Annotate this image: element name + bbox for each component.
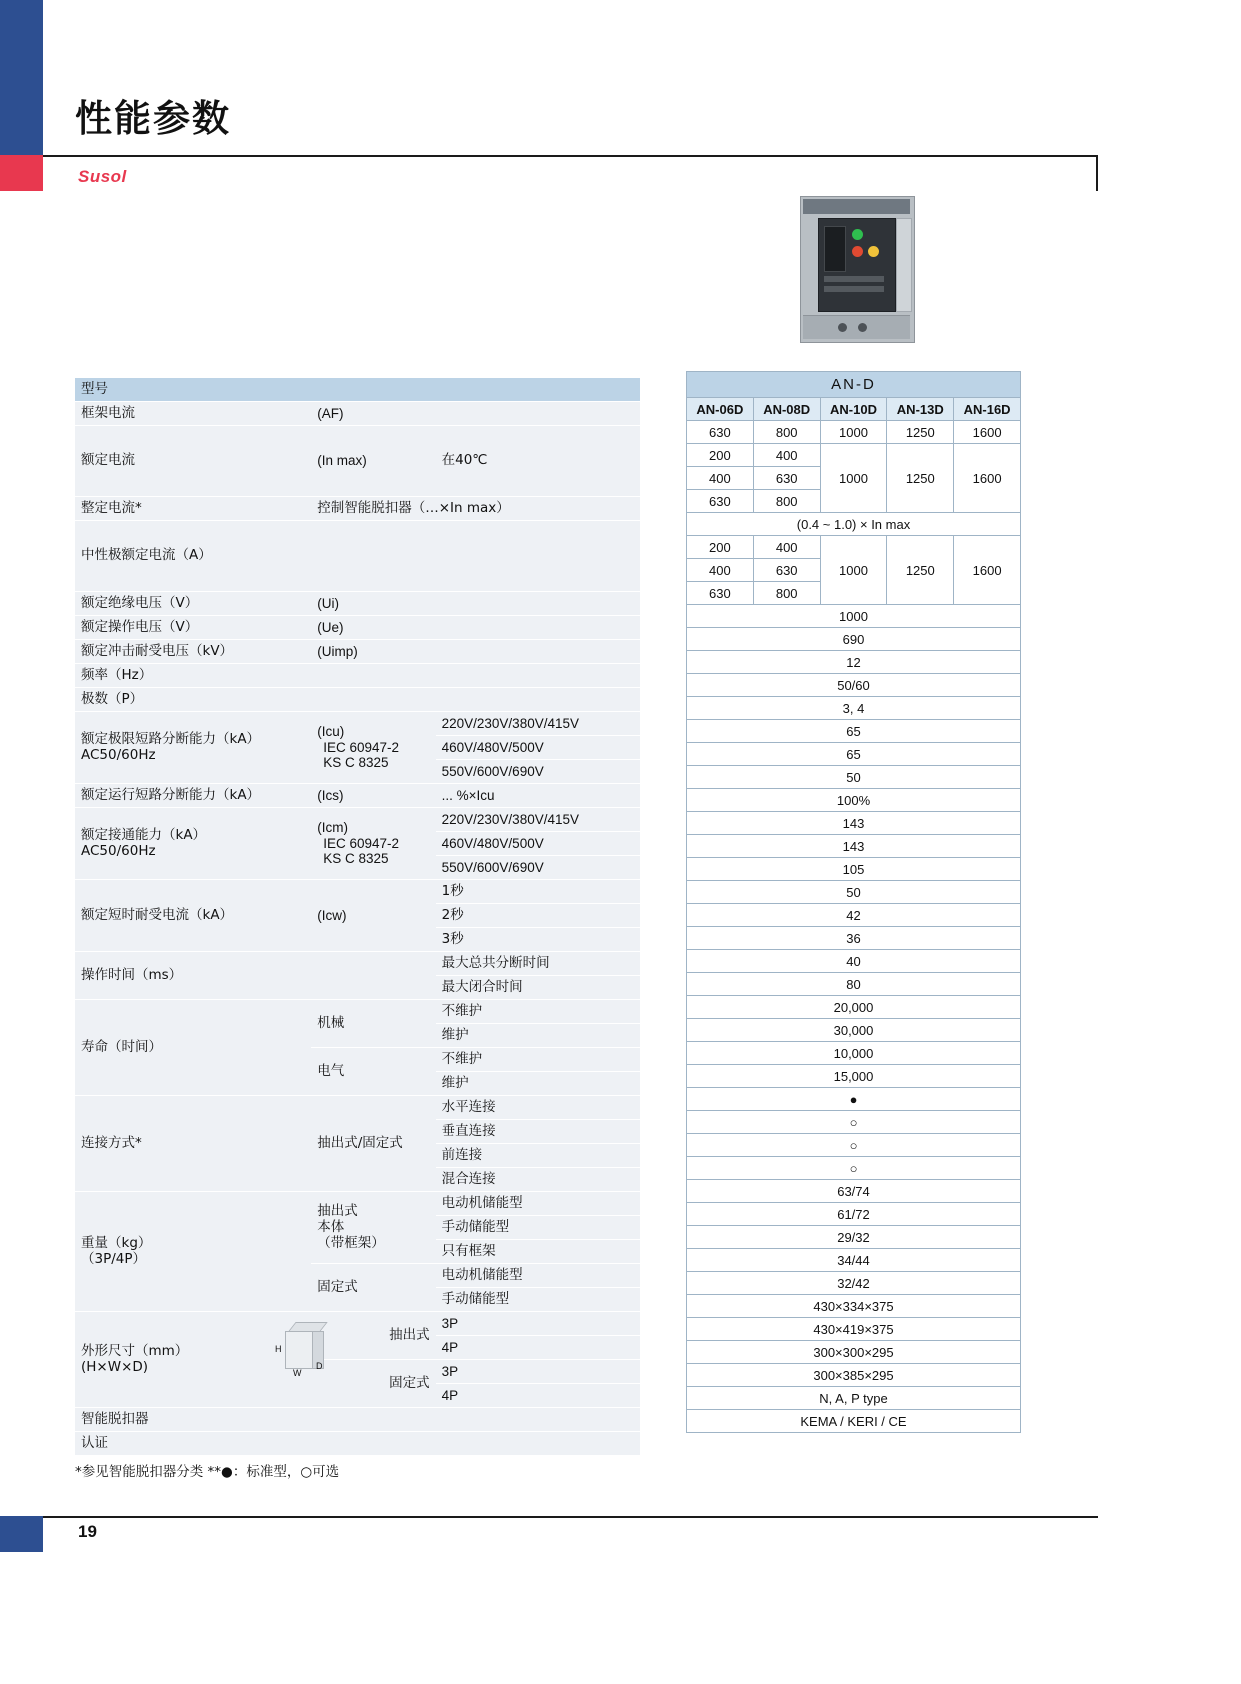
values-uimp-row: [687, 651, 1021, 674]
value-cell: 65: [687, 720, 1021, 743]
value-cell: 105: [687, 858, 1021, 881]
row-time: 1秒: [436, 880, 640, 904]
row-label: 中性极额定电流（A）: [75, 521, 311, 592]
values-neutral-row-1: [687, 536, 1021, 559]
table-row-poles: [75, 688, 640, 712]
row-mid-dimension-drawout: 抽出式: [311, 1312, 435, 1360]
row-item: 不维护: [436, 1000, 640, 1024]
value-cell: KEMA / KERI / CE: [687, 1410, 1021, 1433]
model-header: AN-16D: [954, 398, 1021, 421]
row-item: 最大闭合时间: [436, 976, 640, 1000]
row-symbol: (Ue): [311, 616, 435, 640]
values-setting-current-row: [687, 513, 1021, 536]
value-cell: 630: [753, 559, 820, 582]
table-row-optime-1: [75, 952, 640, 976]
value-cell: 400: [687, 467, 754, 490]
footer-rule: [43, 1516, 1098, 1518]
row-item: 4P: [436, 1384, 640, 1408]
model-header: AN-08D: [753, 398, 820, 421]
value-cell: 30,000: [687, 1019, 1021, 1042]
cube-dimension-icon: H W D: [283, 1318, 341, 1378]
family-name: AN-D: [687, 372, 1021, 398]
footnote: *参见智能脱扣器分类 **●：标准型，○可选: [75, 1464, 340, 1480]
page-title: 性能参数: [75, 97, 231, 140]
values-life-row-1: [687, 996, 1021, 1019]
value-cell: 12: [687, 651, 1021, 674]
row-item: 维护: [436, 1072, 640, 1096]
value-cell: 400: [687, 559, 754, 582]
row-group-mechanical: 机械: [311, 1000, 435, 1048]
values-connection-row-4: [687, 1157, 1021, 1180]
row-item: 电动机储能型: [436, 1264, 640, 1288]
row-symbol: (In max): [311, 426, 435, 497]
row-voltage: 550V/600V/690V: [436, 856, 640, 880]
value-cell: 20,000: [687, 996, 1021, 1019]
model-header: AN-13D: [887, 398, 954, 421]
values-poles-row: [687, 697, 1021, 720]
row-label-connection: 连接方式*: [75, 1096, 311, 1192]
footer-blue-band: [0, 1516, 43, 1552]
value-cell: 80: [687, 973, 1021, 996]
row-symbol: (Ui): [311, 592, 435, 616]
value-cell: 50: [687, 766, 1021, 789]
values-weight-row-1: [687, 1180, 1021, 1203]
row-item: 4P: [436, 1336, 640, 1360]
led-yellow-icon: [868, 246, 879, 257]
row-mid-fixed: 固定式: [311, 1264, 435, 1312]
value-cell: 3, 4: [687, 697, 1021, 720]
values-frame-current-row: [687, 421, 1021, 444]
row-label-weight: 重量（kg） （3P/4P）: [75, 1192, 311, 1312]
row-description: 控制智能脱扣器（…×In max）: [311, 497, 640, 521]
brand-logo: Susol: [78, 167, 127, 186]
value-cell: 200: [687, 536, 754, 559]
table-row-neutral-current: [75, 521, 640, 592]
value-cell: 15,000: [687, 1065, 1021, 1088]
values-life-row-4: [687, 1065, 1021, 1088]
value-cell: 200: [687, 444, 754, 467]
table-row-icm-1: [75, 808, 640, 832]
value-cell: 1000: [820, 536, 887, 605]
value-cell: 630: [687, 490, 754, 513]
row-item: 维护: [436, 1024, 640, 1048]
value-cell: 400: [753, 536, 820, 559]
table-row-uimp: [75, 640, 640, 664]
table-row-ue: [75, 616, 640, 640]
values-icu-row-2: [687, 743, 1021, 766]
row-label: 额定绝缘电压（V）: [75, 592, 311, 616]
value-cell: 65: [687, 743, 1021, 766]
row-voltage: 220V/230V/380V/415V: [436, 808, 640, 832]
values-optime-row-1: [687, 950, 1021, 973]
value-cell: 50/60: [687, 674, 1021, 697]
row-mid-drawout: 抽出式 本体 （带框架）: [311, 1192, 435, 1264]
row-item: 3P: [436, 1360, 640, 1384]
value-cell: 400: [753, 444, 820, 467]
row-item: 不维护: [436, 1048, 640, 1072]
value-cell: 40: [687, 950, 1021, 973]
row-label: 额定运行短路分断能力（kA）: [75, 784, 311, 808]
values-weight-row-5: [687, 1272, 1021, 1295]
value-cell: (0.4 ~ 1.0) × In max: [687, 513, 1021, 536]
value-cell: 50: [687, 881, 1021, 904]
table-row-frame-current: [75, 402, 640, 426]
page-number: 19: [78, 1522, 97, 1541]
row-symbol: (AF): [311, 402, 435, 426]
value-cell: ○: [687, 1111, 1021, 1134]
table-row-ics: [75, 784, 640, 808]
value-cell: 630: [687, 582, 754, 605]
spec-label-table: [75, 378, 640, 1456]
value-cell: 36: [687, 927, 1021, 950]
values-rated-current-row-1: [687, 444, 1021, 467]
table-row-trip-unit: [75, 1408, 640, 1432]
value-cell: 100%: [687, 789, 1021, 812]
header-rule-vertical: [1096, 155, 1098, 191]
value-cell: 63/74: [687, 1180, 1021, 1203]
values-icu-row-1: [687, 720, 1021, 743]
table-row-connection-1: [75, 1096, 640, 1120]
row-voltage: 460V/480V/500V: [436, 832, 640, 856]
row-symbol-icw: (Icw): [311, 880, 435, 952]
values-icm-row-1: [687, 812, 1021, 835]
value-cell: 42: [687, 904, 1021, 927]
header-red-band: [0, 155, 43, 191]
row-symbol: (Ics): [311, 784, 435, 808]
value-cell: 800: [753, 421, 820, 444]
values-icw-row-2: [687, 904, 1021, 927]
values-icu-row-3: [687, 766, 1021, 789]
value-cell: 61/72: [687, 1203, 1021, 1226]
values-connection-row-3: [687, 1134, 1021, 1157]
values-dimension-row-2: [687, 1318, 1021, 1341]
values-family-row: [687, 372, 1021, 398]
row-label: 智能脱扣器: [75, 1408, 311, 1432]
led-green-icon: [852, 229, 863, 240]
row-label-optime: 操作时间（ms）: [75, 952, 311, 1000]
table-row-dimension-1: [75, 1312, 640, 1336]
table-row-certification: [75, 1432, 640, 1456]
row-voltage: 460V/480V/500V: [436, 736, 640, 760]
values-model-row: [687, 398, 1021, 421]
values-connection-row-1: [687, 1088, 1021, 1111]
row-label: 频率（Hz）: [75, 664, 311, 688]
value-cell: 430×334×375: [687, 1295, 1021, 1318]
value-cell: ○: [687, 1134, 1021, 1157]
values-icw-row-3: [687, 927, 1021, 950]
row-mid-connection: 抽出式/固定式: [311, 1096, 435, 1192]
value-cell: 32/42: [687, 1272, 1021, 1295]
row-item: 前连接: [436, 1144, 640, 1168]
value-cell: 10,000: [687, 1042, 1021, 1065]
value-cell: ●: [687, 1088, 1021, 1111]
row-item: 最大总共分断时间: [436, 952, 640, 976]
row-label-life: 寿命（时间）: [75, 1000, 311, 1096]
row-time: 3秒: [436, 928, 640, 952]
value-cell: 34/44: [687, 1249, 1021, 1272]
led-red-icon: [852, 246, 863, 257]
value-cell: 1600: [954, 421, 1021, 444]
row-voltage: 550V/600V/690V: [436, 760, 640, 784]
model-header: AN-06D: [687, 398, 754, 421]
values-optime-row-2: [687, 973, 1021, 996]
value-cell: 1000: [687, 605, 1021, 628]
value-cell: 800: [753, 582, 820, 605]
breaker-display-icon: [824, 226, 846, 272]
row-item: 电动机储能型: [436, 1192, 640, 1216]
values-connection-row-2: [687, 1111, 1021, 1134]
table-row-weight-1: [75, 1192, 640, 1216]
value-cell: 300×300×295: [687, 1341, 1021, 1364]
value-cell: N, A, P type: [687, 1387, 1021, 1410]
product-photo: [800, 196, 913, 341]
row-label-icm: 额定接通能力（kA） AC50/60Hz: [75, 808, 311, 880]
row-time: 2秒: [436, 904, 640, 928]
value-cell: 430×419×375: [687, 1318, 1021, 1341]
values-icm-row-3: [687, 858, 1021, 881]
value-cell: 1000: [820, 421, 887, 444]
row-label-icw: 额定短时耐受电流（kA）: [75, 880, 311, 952]
value-cell: 630: [687, 421, 754, 444]
values-trip-unit-row: [687, 1387, 1021, 1410]
row-label: 额定冲击耐受电压（kV）: [75, 640, 311, 664]
values-ics-row: [687, 789, 1021, 812]
row-item: 混合连接: [436, 1168, 640, 1192]
value-cell: 1250: [887, 536, 954, 605]
row-item: 手动储能型: [436, 1288, 640, 1312]
header-rule: [43, 155, 1098, 157]
model-header: AN-10D: [820, 398, 887, 421]
row-item: 水平连接: [436, 1096, 640, 1120]
table-row-frequency: [75, 664, 640, 688]
row-item: 3P: [436, 1312, 640, 1336]
values-table: [686, 371, 1021, 1433]
values-weight-row-3: [687, 1226, 1021, 1249]
table-row-icu-1: [75, 712, 640, 736]
values-weight-row-2: [687, 1203, 1021, 1226]
values-life-row-3: [687, 1042, 1021, 1065]
value-cell: 1600: [954, 536, 1021, 605]
values-life-row-2: [687, 1019, 1021, 1042]
value-cell: 143: [687, 812, 1021, 835]
value-cell: 630: [753, 467, 820, 490]
row-item: 只有框架: [436, 1240, 640, 1264]
table-row-icw-1: [75, 880, 640, 904]
table-row-setting-current: [75, 497, 640, 521]
values-ui-row: [687, 605, 1021, 628]
row-label: 极数（P）: [75, 688, 311, 712]
row-condition: 在40℃: [436, 426, 640, 497]
table-row-model: [75, 378, 640, 402]
value-cell: 1250: [887, 444, 954, 513]
row-label-dimension: 外形尺寸（mm） (H×W×D): [75, 1312, 311, 1408]
row-label: 整定电流*: [75, 497, 311, 521]
row-symbol: (Uimp): [311, 640, 435, 664]
header-blue-band: [0, 0, 43, 155]
row-label: 认证: [75, 1432, 311, 1456]
row-label: 框架电流: [75, 402, 311, 426]
value-cell: 29/32: [687, 1226, 1021, 1249]
value-cell: 300×385×295: [687, 1364, 1021, 1387]
values-dimension-row-3: [687, 1341, 1021, 1364]
value-cell: 1250: [887, 421, 954, 444]
value-cell: 800: [753, 490, 820, 513]
row-voltage: 220V/230V/380V/415V: [436, 712, 640, 736]
row-group-electrical: 电气: [311, 1048, 435, 1096]
values-ue-row: [687, 628, 1021, 651]
row-symbol-icm: (Icm) IEC 60947-2 KS C 8325: [311, 808, 435, 880]
value-cell: 1000: [820, 444, 887, 513]
value-cell: ○: [687, 1157, 1021, 1180]
row-label-icu: 额定极限短路分断能力（kA） AC50/60Hz: [75, 712, 311, 784]
values-icw-row-1: [687, 881, 1021, 904]
values-dimension-row-1: [687, 1295, 1021, 1318]
table-row-ui: [75, 592, 640, 616]
row-symbol-icu: (Icu) IEC 60947-2 KS C 8325: [311, 712, 435, 784]
values-dimension-row-4: [687, 1364, 1021, 1387]
row-condition: ... %×Icu: [436, 784, 640, 808]
value-cell: 690: [687, 628, 1021, 651]
values-icm-row-2: [687, 835, 1021, 858]
values-weight-row-4: [687, 1249, 1021, 1272]
row-label: 型号: [75, 378, 311, 402]
value-cell: 143: [687, 835, 1021, 858]
row-label: 额定操作电压（V）: [75, 616, 311, 640]
table-row-rated-current: [75, 426, 640, 497]
row-mid-dimension-fixed: 固定式: [311, 1360, 435, 1408]
table-row-life-1: [75, 1000, 640, 1024]
row-label: 额定电流: [75, 426, 311, 497]
row-item: 垂直连接: [436, 1120, 640, 1144]
values-certification-row: [687, 1410, 1021, 1433]
value-cell: 1600: [954, 444, 1021, 513]
values-frequency-row: [687, 674, 1021, 697]
row-item: 手动储能型: [436, 1216, 640, 1240]
